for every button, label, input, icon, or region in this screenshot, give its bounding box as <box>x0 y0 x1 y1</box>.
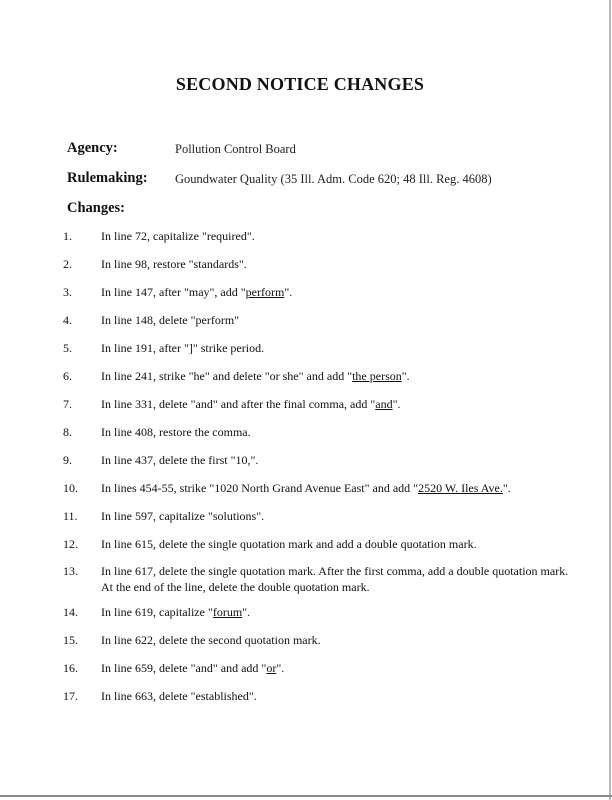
agency-label: Agency: <box>67 140 118 156</box>
change-text: In line 622, delete the second quotation mark. <box>101 633 321 647</box>
changes-heading: Changes: <box>67 200 126 216</box>
change-number: 15. <box>63 633 78 647</box>
change-number: 1. <box>63 229 72 243</box>
change-number: 2. <box>63 257 72 271</box>
change-text: In line 408, restore the comma. <box>101 425 251 439</box>
change-text: In line 72, capitalize "required". <box>101 229 255 243</box>
change-number: 12. <box>63 537 78 551</box>
change-text: In line 619, capitalize "forum". <box>101 605 251 619</box>
change-number: 8. <box>63 425 72 439</box>
change-number: 17. <box>63 689 78 703</box>
change-text: In line 659, delete "and" and add "or". <box>101 661 285 675</box>
change-text: In line 147, after "may", add "perform". <box>101 285 293 299</box>
change-number: 10. <box>63 481 78 495</box>
rulemaking-value: Goundwater Quality (35 Ill. Adm. Code 620; 48 Ill. Reg. 4608) <box>175 172 492 186</box>
change-text: In line 191, after "]" strike period. <box>101 341 265 355</box>
change-number: 14. <box>63 605 78 619</box>
page-title: SECOND NOTICE CHANGES <box>175 74 425 94</box>
change-number: 6. <box>63 369 72 383</box>
change-number: 5. <box>63 341 72 355</box>
change-text: In line 331, delete "and" and after the final comma, add "and". <box>101 397 401 411</box>
change-text: In line 241, strike "he" and delete "or she" and add "the person". <box>101 369 410 383</box>
change-number: 3. <box>63 285 72 299</box>
change-text: In lines 454-55, strike "1020 North Grand Avenue East" and add "2520 W. Iles Ave.". <box>101 481 511 495</box>
page-edge-bottom <box>0 795 612 797</box>
change-number: 11. <box>63 509 78 523</box>
change-text: In line 98, restore "standards". <box>101 257 247 271</box>
change-number: 7. <box>63 397 72 411</box>
change-text: In line 663, delete "established". <box>101 689 257 703</box>
page-edge-right <box>609 0 611 800</box>
change-text: In line 615, delete the single quotation mark and add a double quotation mark. <box>101 537 477 551</box>
change-number: 9. <box>63 453 72 467</box>
rulemaking-label: Rulemaking: <box>67 170 148 186</box>
change-number: 13. <box>63 564 78 578</box>
change-text: In line 617, delete the single quotation mark. After the first comma, add a double quotation mark. At the end of the line, delete the double quotation mark. <box>101 564 569 594</box>
change-number: 4. <box>63 313 72 327</box>
change-text: In line 437, delete the first "10,". <box>101 453 259 467</box>
change-text: In line 597, capitalize "solutions". <box>101 509 265 523</box>
change-number: 16. <box>63 661 78 675</box>
change-text: In line 148, delete "perform" <box>101 313 240 327</box>
agency-value: Pollution Control Board <box>175 142 296 156</box>
